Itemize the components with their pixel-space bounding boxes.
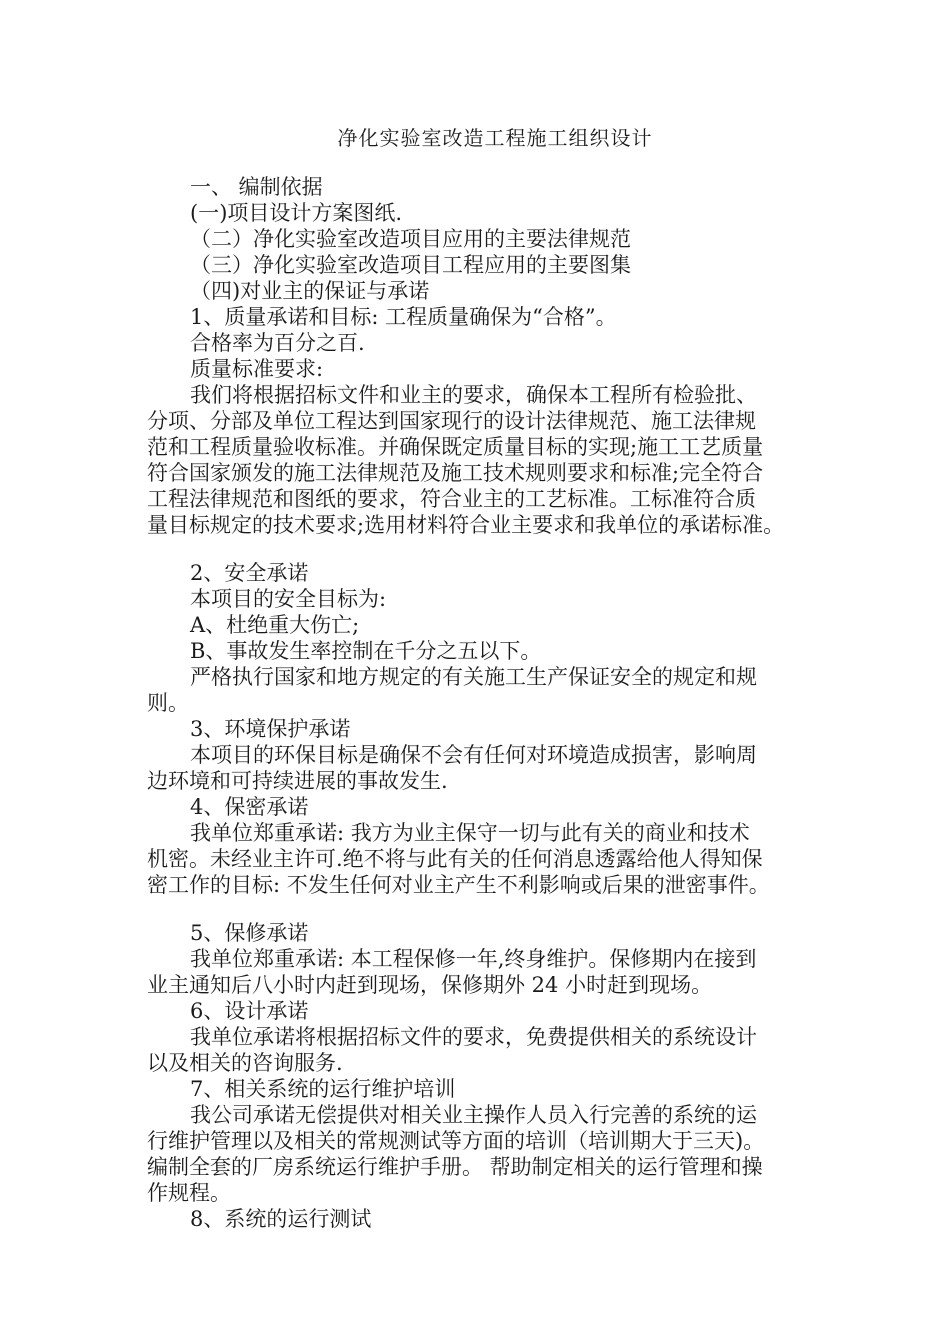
paragraph-line: 量目标规定的技术要求;选用材料符合业主要求和我单位的承诺标准。 <box>147 513 785 537</box>
paragraph-line: 编制全套的厂房系统运行维护手册。 帮助制定相关的运行管理和操 <box>147 1155 763 1179</box>
item-heading: 6、设计承诺 <box>190 999 309 1023</box>
paragraph-line: 我们将根据招标文件和业主的要求，确保本工程所有检验批、 <box>190 383 757 407</box>
paragraph-line: 以及相关的咨询服务. <box>147 1051 343 1075</box>
paragraph-line: 作规程。 <box>147 1181 231 1205</box>
item-heading: 5、保修承诺 <box>190 921 309 945</box>
paragraph-line: 本项目的安全目标为: <box>190 587 387 611</box>
item-heading: 4、保密承诺 <box>190 795 309 819</box>
item-heading: 8、系统的运行测试 <box>190 1207 372 1231</box>
subsection-heading: （四)对业主的保证与承诺 <box>190 279 430 303</box>
paragraph-line: 则。 <box>147 691 189 715</box>
paragraph-line: 工程法律规范和图纸的要求，符合业主的工艺标准。工标准符合质 <box>147 487 756 511</box>
paragraph-line: 我公司承诺无偿提供对相关业主操作人员入行完善的系统的运 <box>190 1103 757 1127</box>
paragraph-line: 我单位郑重承诺: 本工程保修一年,终身维护。保修期内在接到 <box>190 947 757 971</box>
paragraph-line: 行维护管理以及相关的常规测试等方面的培训（培训期大于三天)。 <box>147 1129 765 1153</box>
subsection-heading: （二）净化实验室改造项目应用的主要法律规范 <box>190 227 631 251</box>
paragraph-line: 边环境和可持续进展的事故发生. <box>147 769 448 793</box>
paragraph-line: 分项、分部及单位工程达到国家现行的设计法律规范、施工法律规 <box>147 409 756 433</box>
subsection-heading: (一)项目设计方案图纸. <box>190 201 403 225</box>
item-heading: 2、安全承诺 <box>190 561 309 585</box>
paragraph-line: 业主通知后八小时内赶到现场，保修期外 24 小时赶到现场。 <box>147 973 713 997</box>
paragraph-line: 符合国家颁发的施工法律规范及施工技术规则要求和标准;完全符合 <box>147 461 764 485</box>
item-heading: 3、环境保护承诺 <box>190 717 351 741</box>
item-heading: 7、相关系统的运行维护培训 <box>190 1077 456 1101</box>
paragraph-line: 密工作的目标: 不发生任何对业主产生不利影响或后果的泄密事件。 <box>147 873 770 897</box>
section-heading: 一、 编制依据 <box>190 175 323 199</box>
paragraph-line: 1、质量承诺和目标: 工程质量确保为“合格”。 <box>190 305 617 329</box>
paragraph-line: 范和工程质量验收标准。并确保既定质量目标的实现;施工工艺质量 <box>147 435 764 459</box>
paragraph-line: 合格率为百分之百. <box>190 331 365 355</box>
paragraph-line: 本项目的环保目标是确保不会有任何对环境造成损害，影响周 <box>190 743 757 767</box>
blank-line <box>147 538 817 560</box>
paragraph-line: A、杜绝重大伤亡; <box>190 613 360 637</box>
paragraph-line: 质量标准要求: <box>190 357 324 381</box>
blank-line <box>147 898 817 920</box>
paragraph-line: B、事故发生率控制在千分之五以下。 <box>190 639 542 663</box>
paragraph-line: 我单位承诺将根据招标文件的要求，免费提供相关的系统设计 <box>190 1025 757 1049</box>
document-body <box>147 174 817 1232</box>
document-title: 净化实验室改造工程施工组织设计 <box>337 126 653 150</box>
paragraph-line: 机密。未经业主许可.绝不将与此有关的任何消息透露给他人得知保 <box>147 847 763 871</box>
paragraph-line: 严格执行国家和地方规定的有关施工生产保证安全的规定和规 <box>190 665 757 689</box>
subsection-heading: （三）净化实验室改造项目工程应用的主要图集 <box>190 253 631 277</box>
paragraph-line: 我单位郑重承诺: 我方为业主保守一切与此有关的商业和技术 <box>190 821 750 845</box>
